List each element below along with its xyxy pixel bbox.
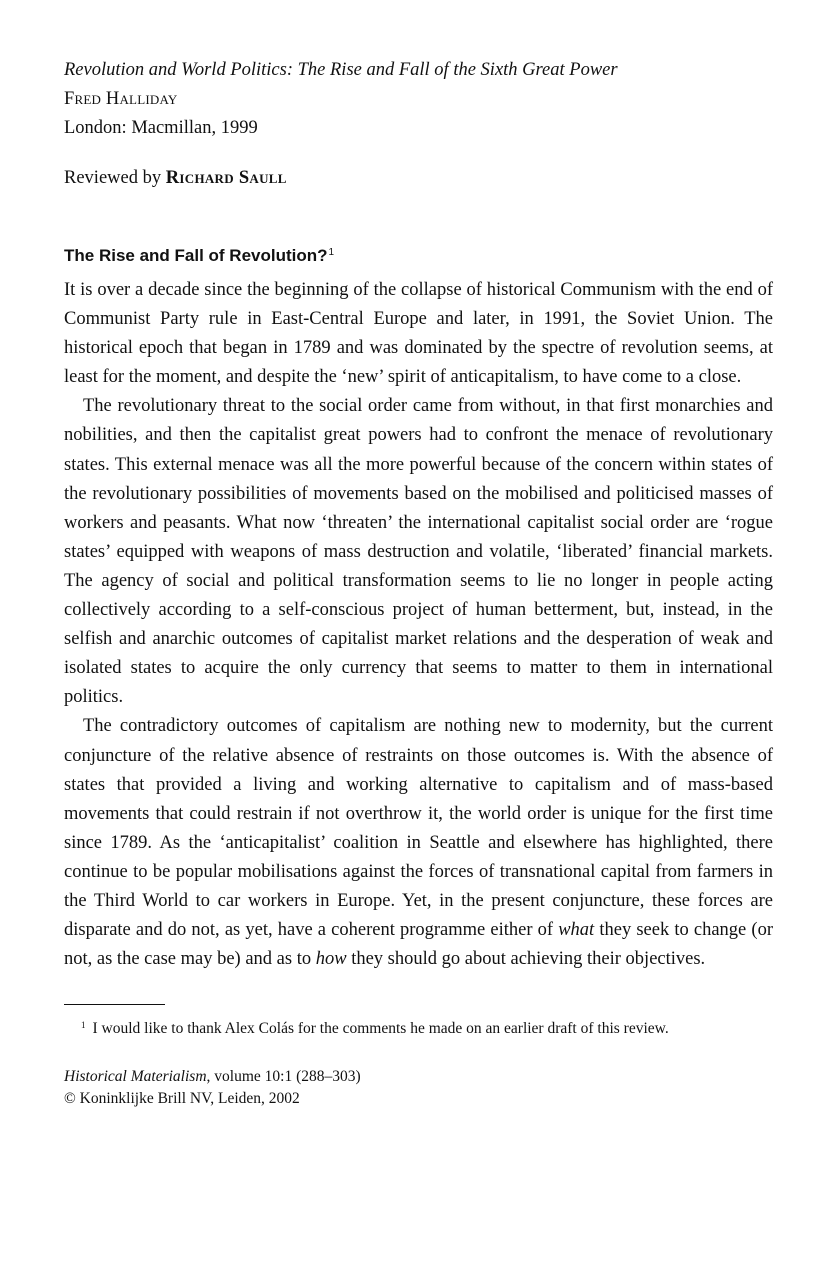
publication-info: London: Macmillan, 1999 (64, 118, 258, 138)
footnote-reference: 1 (328, 247, 335, 258)
paragraph-3 (64, 712, 773, 974)
paragraph-3-part-a: The contradictory outcomes of capitalism are nothing new to modernity, but the current conjuncture of the relative absence of restraints on those outcomes is. With the absence of states that provided a living and working alternative to capitalism and of mass-based movements that could restrain if not overthrow it, the world order is unique for the first time since 1789. As the ‘anticapitalist’ coalition in Seattle and elsewhere has highlighted, there continue to be popular mobilisations against the forces of transnational capital from farmers in the Third World to car workers in Europe. Yet, in the present conjuncture, these forces are disparate and do not, as yet, have a coherent programme either of (64, 716, 773, 941)
paragraph-1: It is over a decade since the beginning of the collapse of historical Communism with the end of Communist Party rule in East-Central Europe and later, in 1991, the Soviet Union. The historical epoch that began in 1789 and was dominated by the spectre of revolution seems, at least for the moment, and despite the ‘new’ spirit of anticapitalism, to have come to a close. (64, 280, 773, 388)
book-author: Fred Halliday (64, 89, 178, 109)
emphasis-how: how (315, 949, 347, 970)
review-page (64, 56, 773, 1110)
section-heading-text: The Rise and Fall of Revolution? (64, 246, 328, 265)
copyright-line: © Koninklijke Brill NV, Leiden, 2002 (64, 1090, 300, 1108)
reviewed-by-label: Reviewed by (64, 168, 166, 188)
journal-name: Historical Materialism (64, 1068, 207, 1086)
journal-citation (64, 1066, 773, 1088)
section-heading (64, 238, 773, 270)
footnote-divider (64, 1004, 165, 1005)
emphasis-what: what (558, 920, 595, 941)
journal-details: , volume 10:1 (288–303) (206, 1068, 361, 1086)
footnote (64, 1014, 773, 1040)
book-title: Revolution and World Politics: The Rise and Fall of the Sixth Great Power (64, 60, 618, 80)
footnote-text: I would like to thank Alex Colás for the comments he made on an earlier draft of this review. (92, 1020, 669, 1038)
paragraph-2: The revolutionary threat to the social order came from without, in that first monarchies and nobilities, and then the capitalist great powers had to confront the menace of revolutionary states. This external menace was all the more powerful because of the concern within states of the revolutionary possibilities of movements based on the mobilised and politicised masses of workers and peasants. What now ‘threaten’ the international capitalist social order are ‘rogue states’ equipped with weapons of mass destruction and volatile, ‘liberated’ financial markets. The agency of social and political transformation seems to lie no longer in people acting collectively according to a self-conscious project of human betterment, but, instead, in the selfish and anarchic outcomes of capitalist market relations and the desperation of weak and isolated states to acquire the only currency that seems to matter to them in international politics. (64, 396, 773, 708)
reviewer-name: Richard Saull (165, 168, 287, 188)
paragraph-3-part-c: they should go about achieving their objectives. (346, 949, 706, 970)
footnote-number: 1 (81, 1020, 86, 1031)
paragraph-3-part-b: they seek to change (or not, as the case may be) and as to (64, 920, 773, 970)
reviewed-by-line (64, 164, 773, 193)
